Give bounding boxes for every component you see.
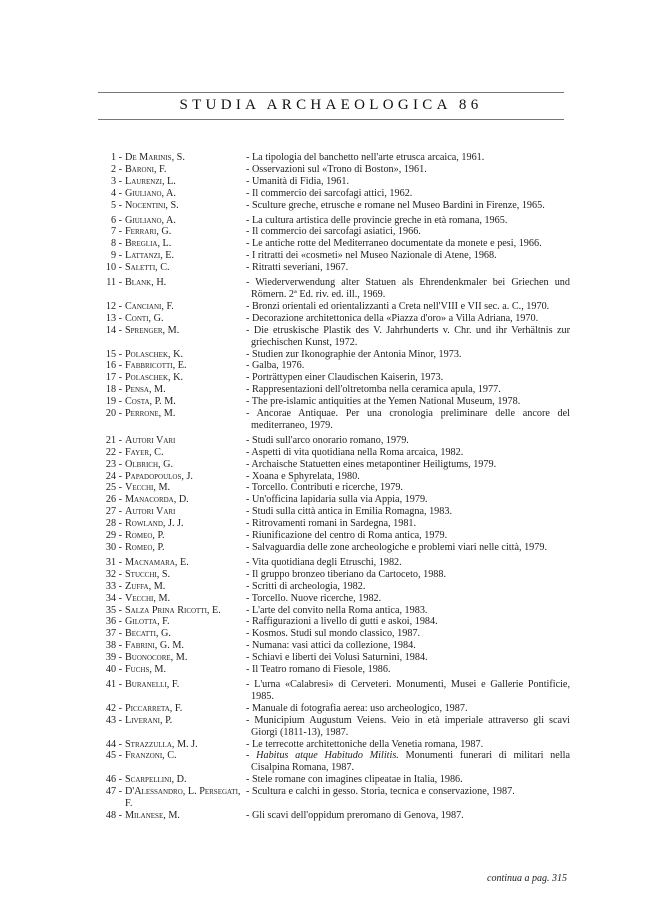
- entry-number: 25 -: [105, 482, 122, 494]
- entry-author: Milanese, M.: [125, 809, 180, 821]
- list-item: [98, 542, 570, 554]
- list-item: [98, 679, 570, 703]
- entry-author: Romeo, P.: [125, 542, 165, 553]
- list-item: [98, 301, 570, 313]
- entry-title-text: Le antiche rotte del Mediterraneo documentate da monete e pesi, 1966.: [251, 238, 542, 250]
- entry-title-text: Torcello. Contributi e ricerche, 1979.: [251, 482, 403, 494]
- entry-author: Nocentini, S.: [125, 199, 179, 211]
- list-item: [98, 164, 570, 176]
- list-item: [98, 616, 570, 628]
- entry-number: 39 -: [105, 652, 122, 664]
- entry-author: Autori Vari: [125, 506, 176, 518]
- entry-title: - Stele romane con imagines clipeatae in Italia, 1986.: [246, 774, 463, 786]
- entry-author: Conti, G.: [125, 312, 164, 324]
- entry-number: 3 -: [110, 175, 122, 187]
- entry-title-text: Un'officina lapidaria sulla via Appia, 1979.: [251, 494, 428, 506]
- entry-title: - Osservazioni sul «Trono di Boston», 1961.: [246, 163, 427, 175]
- list-item: [98, 640, 570, 652]
- list-item: [98, 277, 570, 301]
- list-item: [98, 530, 570, 542]
- entry-author: De Marinis, S.: [125, 152, 185, 163]
- entry-author: Laurenzi, L.: [125, 175, 176, 187]
- entry-author: Strazzulla, M. J.: [125, 738, 198, 750]
- entry-number: 32 -: [105, 568, 122, 580]
- list-item: [98, 652, 570, 664]
- entry-title-text: Gli scavi dell'oppidum preromano di Genova, 1987.: [251, 809, 464, 821]
- entry-title-text: Ritratti severiani, 1967.: [251, 262, 349, 274]
- entry-title: - Sculture greche, etrusche e romane nel Museo Bardini in Firenze, 1965.: [246, 199, 545, 211]
- entry-author: Canciani, F.: [125, 300, 174, 312]
- entry-title-text: Ritrovamenti romani in Sardegna, 1981.: [251, 518, 417, 530]
- entry-title-text: Torcello. Nuove ricerche, 1982.: [251, 592, 382, 604]
- entry-title: - Schiavi e liberti dei Volusi Saturnini, 1984.: [246, 652, 428, 664]
- list-item: [98, 786, 570, 810]
- entry-title: - Habitus atque Habitudo Militis. Monumenti funerari di militari nella Cisalpina Romana, 1987.: [246, 750, 570, 774]
- entry-number: 44 -: [105, 738, 122, 750]
- entry-number: 37 -: [105, 628, 122, 640]
- list-item: [98, 176, 570, 188]
- entry-author: Fabbricotti, E.: [125, 360, 187, 372]
- entry-title-text: La cultura artistica delle provincie greche in età romana, 1965.: [251, 214, 508, 226]
- entry-title: - Porträttypen einer Claudischen Kaiserin, 1973.: [246, 372, 444, 384]
- entry-author: Baroni, F.: [125, 163, 167, 175]
- list-item: [98, 715, 570, 739]
- entry-author: Gilotta, F.: [125, 616, 170, 628]
- entry-author: Romeo, P.: [125, 530, 165, 542]
- entry-number: 12 -: [105, 300, 122, 312]
- entry-number: 23 -: [105, 458, 122, 470]
- entry-number: 15 -: [105, 348, 122, 360]
- list-item: [98, 152, 570, 164]
- list-item: [98, 482, 570, 494]
- entry-number: 11 -: [106, 277, 122, 289]
- entry-title: - Torcello. Nuove ricerche, 1982.: [246, 592, 382, 604]
- list-item: [98, 703, 570, 715]
- entry-title-text: Monumenti funerari di militari nella Cisalpina Romana, 1987.: [251, 750, 570, 774]
- entry-number: 40 -: [105, 664, 122, 676]
- list-item: [98, 215, 570, 227]
- entry-number: 26 -: [105, 494, 122, 506]
- entry-title: - Riunificazione del centro di Roma antica, 1979.: [246, 530, 448, 542]
- entry-title-text: Raffigurazioni a livello di gutti e askoi, 1984.: [251, 616, 438, 628]
- entry-number: 43 -: [105, 714, 122, 726]
- entry-title-text: Galba, 1976.: [251, 360, 305, 372]
- list-item: [98, 447, 570, 459]
- entry-author: Vecchi, M.: [125, 592, 171, 604]
- entry-title: - Le antiche rotte del Mediterraneo documentate da monete e pesi, 1966.: [246, 238, 542, 250]
- entry-title-text: Numana: vasi attici da collezione, 1984.: [251, 640, 416, 652]
- entry-number: 46 -: [105, 774, 122, 786]
- entry-author: Salza Prina Ricotti, E.: [125, 604, 221, 616]
- running-head: STUDIA ARCHAEOLOGICA 86: [179, 97, 483, 113]
- entry-title-text: Die etruskische Plastik des V. Jahrhunderts v. Chr. und ihr Verhältnis zur griechischen Kunst, 1972.: [251, 324, 570, 348]
- entry-number: 13 -: [105, 312, 122, 324]
- entry-number: 30 -: [105, 542, 122, 553]
- entry-title-text: Il gruppo bronzeo tiberiano da Cartoceto, 1988.: [251, 568, 447, 580]
- entry-title-text: Studien zur Ikonographie der Antonia Minor, 1973.: [251, 348, 462, 360]
- entry-author: Macnamara, E.: [125, 556, 189, 568]
- entry-title-text: Bronzi orientali ed orientalizzanti a Creta nell'VIII e VII sec. a. C., 1970.: [251, 300, 550, 312]
- entry-author: Breglia, L.: [125, 238, 172, 250]
- entry-number: 28 -: [105, 518, 122, 530]
- entry-author: Scarpellini, D.: [125, 774, 187, 786]
- entry-number: 9 -: [110, 250, 122, 262]
- list-item: [98, 226, 570, 238]
- entry-number: 38 -: [105, 640, 122, 652]
- list-item: [98, 396, 570, 408]
- entry-title-text: The pre-islamic antiquities at the Yemen National Museum, 1978.: [251, 396, 521, 408]
- entry-author: Vecchi, M.: [125, 482, 171, 494]
- list-item: [98, 739, 570, 751]
- entry-author: Pensa, M.: [125, 384, 166, 396]
- entry-title: - I ritratti dei «cosmeti» nel Museo Nazionale di Atene, 1968.: [246, 250, 497, 262]
- entry-author: Autori Vari: [125, 434, 176, 446]
- entry-author: Manacorda, D.: [125, 494, 189, 506]
- entry-title: - Wiederverwendung alter Statuen als Ehrendenkmaler bei Griechen und Römern. 2ª Ed. riv. ed. ill., 1969.: [246, 277, 570, 300]
- entry-title: - Gli scavi dell'oppidum preromano di Genova, 1987.: [246, 809, 464, 821]
- header-rule-bottom: [98, 119, 564, 120]
- entry-number: 41 -: [105, 678, 122, 690]
- entry-author: Buranelli, F.: [125, 678, 180, 690]
- list-item: [98, 262, 570, 274]
- entry-title: - La cultura artistica delle provincie greche in età romana, 1965.: [246, 214, 508, 226]
- list-item: [98, 372, 570, 384]
- entry-title-text: Scultura e calchi in gesso. Storia, tecnica e conservazione, 1987.: [251, 786, 515, 798]
- entry-title: - Municipium Augustum Veiens. Veio in età imperiale attraverso gli scavi Giorgi (1811-13), 1987.: [246, 714, 570, 738]
- entry-title: - Scritti di archeologia, 1982.: [246, 580, 366, 592]
- entry-author: Polaschek, K.: [125, 372, 183, 384]
- entry-author: Costa, P. M.: [125, 396, 176, 408]
- entry-number: 33 -: [105, 580, 122, 592]
- entry-title-text: Kosmos. Studi sul mondo classico, 1987.: [251, 628, 421, 640]
- entry-title-text: Studi sull'arco onorario romano, 1979.: [251, 434, 409, 446]
- list-item: [98, 569, 570, 581]
- list-item: [98, 200, 570, 212]
- list-item: [98, 360, 570, 372]
- entry-title-text: Decorazione architettonica della «Piazza d'oro» a Villa Adriana, 1970.: [251, 312, 539, 324]
- entry-title: - The pre-islamic antiquities at the Yemen National Museum, 1978.: [246, 396, 521, 408]
- entry-number: 20 -: [105, 408, 122, 420]
- entry-author: Liverani, P.: [125, 714, 173, 726]
- entry-title: - Ritratti severiani, 1967.: [246, 262, 349, 274]
- entry-title-text: Xoana e Sphyrelata, 1980.: [251, 470, 360, 482]
- entry-title: - Xoana e Sphyrelata, 1980.: [246, 470, 360, 482]
- entry-number: 4 -: [110, 187, 122, 199]
- entry-title-text: Il commercio dei sarcofagi attici, 1962.: [251, 187, 413, 199]
- entry-author: Rowland, J. J.: [125, 518, 184, 530]
- entry-number: 27 -: [105, 506, 122, 518]
- entry-title-text: Schiavi e liberti dei Volusi Saturnini, 1984.: [251, 652, 428, 664]
- entry-author: Buonocore, M.: [125, 652, 188, 664]
- entry-author: Piccarreta, F.: [125, 702, 183, 714]
- entry-title-text: Studi sulla città antica in Emilia Romagna, 1983.: [251, 506, 452, 518]
- list-item: [98, 628, 570, 640]
- continued-note: continua a pag. 315: [487, 873, 567, 884]
- entry-title-text: Umanità di Fidia, 1961.: [251, 175, 350, 187]
- entry-title-italic: Habitus atque Habitudo Militis.: [256, 750, 399, 762]
- entry-title: - Salvaguardia delle zone archeologiche e problemi viari nelle città, 1979.: [246, 542, 547, 553]
- list-item: [98, 384, 570, 396]
- list-item: [98, 581, 570, 593]
- entry-number: 48 -: [105, 809, 122, 821]
- entry-title-text: Porträttypen einer Claudischen Kaiserin, 1973.: [251, 372, 444, 384]
- entry-title: - Umanità di Fidia, 1961.: [246, 175, 350, 187]
- entry-title: - Die etruskische Plastik des V. Jahrhunderts v. Chr. und ihr Verhältnis zur griechischen Kunst, 1972.: [246, 324, 570, 348]
- entry-title: - Vita quotidiana degli Etruschi, 1982.: [246, 556, 402, 568]
- entry-author: Saletti, C.: [125, 262, 170, 274]
- entry-author: Giuliano, A.: [125, 214, 176, 226]
- entry-title-text: Osservazioni sul «Trono di Boston», 1961.: [251, 163, 427, 175]
- entry-title: - Rappresentazioni dell'oltretomba nella ceramica apula, 1977.: [246, 384, 501, 396]
- entry-title-text: L'urna «Calabresi» di Cerveteri. Monumenti, Musei e Gallerie Pontificie, 1985.: [251, 678, 570, 702]
- entry-title-text: Le terrecotte architettoniche della Venetia romana, 1987.: [251, 738, 484, 750]
- list-item: [98, 593, 570, 605]
- list-item: [98, 313, 570, 325]
- entry-title: - Studien zur Ikonographie der Antonia Minor, 1973.: [246, 348, 462, 360]
- list-item: [98, 325, 570, 349]
- entry-author: Polaschek, K.: [125, 348, 183, 360]
- entry-title-text: Wiederverwendung alter Statuen als Ehrendenkmaler bei Griechen und Römern. 2ª Ed. riv. ed. ill., 1969.: [251, 277, 570, 300]
- list-item: [98, 471, 570, 483]
- list-item: [98, 250, 570, 262]
- entry-number: 34 -: [105, 592, 122, 604]
- entry-title: - Ritrovamenti romani in Sardegna, 1981.: [246, 518, 417, 530]
- entry-author: Zuffa, M.: [125, 580, 166, 592]
- entry-number: 45 -: [105, 750, 122, 762]
- entry-title: - Studi sull'arco onorario romano, 1979.: [246, 434, 409, 446]
- entry-title: - Aspetti di vita quotidiana nella Roma arcaica, 1982.: [246, 446, 464, 458]
- entry-title: - Decorazione architettonica della «Piazza d'oro» a Villa Adriana, 1970.: [246, 312, 539, 324]
- list-item: [98, 810, 570, 822]
- list-item: [98, 506, 570, 518]
- entry-author: Stucchi, S.: [125, 568, 171, 580]
- entry-title: - Kosmos. Studi sul mondo classico, 1987.: [246, 628, 421, 640]
- entry-author: Fuchs, M.: [125, 664, 167, 676]
- entry-title-text: Scritti di archeologia, 1982.: [251, 580, 366, 592]
- list-item: [98, 435, 570, 447]
- entry-number: 47 -: [105, 786, 122, 798]
- list-item: [98, 557, 570, 569]
- entry-number: 42 -: [105, 702, 122, 714]
- entry-number: 22 -: [105, 446, 122, 458]
- entry-title: - Manuale di fotografia aerea: uso archeologico, 1987.: [246, 702, 468, 714]
- entry-title-text: Riunificazione del centro di Roma antica, 1979.: [251, 530, 448, 542]
- entry-title: - Bronzi orientali ed orientalizzanti a Creta nell'VIII e VII sec. a. C., 1970.: [246, 300, 550, 312]
- list-item: [98, 349, 570, 361]
- entry-author: D'Alessandro, L. Persegati, F.: [125, 786, 241, 810]
- entry-title-text: Il Teatro romano di Fiesole, 1986.: [251, 664, 391, 676]
- entry-number: 36 -: [105, 616, 122, 628]
- entry-title-text: Archaische Statuetten eines metapontiner Heiligtums, 1979.: [251, 458, 497, 470]
- entry-title-text: Rappresentazioni dell'oltretomba nella ceramica apula, 1977.: [251, 384, 501, 396]
- entry-number: 31 -: [105, 556, 122, 568]
- entry-title: - Ancorae Antiquae. Per una cronologia preliminare delle ancore del mediterraneo, 1979.: [246, 408, 570, 431]
- list-item: [98, 188, 570, 200]
- entry-title: - L'arte del convito nella Roma antica, 1983.: [246, 604, 428, 616]
- entry-number: 29 -: [105, 530, 122, 542]
- list-item: [98, 459, 570, 471]
- entry-title: - Raffigurazioni a livello di gutti e askoi, 1984.: [246, 616, 438, 628]
- entry-author: Ferrari, G.: [125, 226, 172, 238]
- entry-number: 17 -: [105, 372, 122, 384]
- entry-number: 6 -: [110, 214, 122, 226]
- entry-number: 14 -: [105, 324, 122, 336]
- entry-number: 19 -: [105, 396, 122, 408]
- list-item: [98, 605, 570, 617]
- entry-author: Papadopoulos, J.: [125, 470, 193, 482]
- entry-title-text: Aspetti di vita quotidiana nella Roma arcaica, 1982.: [251, 446, 464, 458]
- entry-title-text: L'arte del convito nella Roma antica, 1983.: [251, 604, 428, 616]
- entry-title: - Galba, 1976.: [246, 360, 305, 372]
- entry-title-text: Sculture greche, etrusche e romane nel Museo Bardini in Firenze, 1965.: [251, 199, 545, 211]
- entry-number: 2 -: [110, 163, 122, 175]
- list-item: [98, 750, 570, 774]
- entry-number: 10 -: [105, 262, 122, 274]
- entry-title-text: Salvaguardia delle zone archeologiche e problemi viari nelle città, 1979.: [251, 542, 547, 553]
- entry-author: Giuliano, A.: [125, 187, 176, 199]
- entry-title: - Le terrecotte architettoniche della Venetia romana, 1987.: [246, 738, 484, 750]
- entry-title: - Studi sulla città antica in Emilia Romagna, 1983.: [246, 506, 452, 518]
- entry-author: Blank, H.: [125, 277, 167, 289]
- entry-title-text: I ritratti dei «cosmeti» nel Museo Nazionale di Atene, 1968.: [251, 250, 497, 262]
- list-item: [98, 518, 570, 530]
- entry-number: 18 -: [105, 384, 122, 396]
- entry-author: Olbrich, G.: [125, 458, 174, 470]
- entry-number: 7 -: [110, 226, 122, 238]
- entry-title-text: Municipium Augustum Veiens. Veio in età imperiale attraverso gli scavi Giorgi (1811-13), 1987.: [251, 714, 570, 738]
- entry-author: Fayer, C.: [125, 446, 164, 458]
- entry-number: 21 -: [105, 434, 122, 446]
- entry-title-text: Il commercio dei sarcofagi asiatici, 1966.: [251, 226, 421, 238]
- header-rule-top: [98, 92, 564, 93]
- entry-title-text: La tipologia del banchetto nell'arte etrusca arcaica, 1961.: [251, 152, 485, 163]
- entry-title-text: Vita quotidiana degli Etruschi, 1982.: [251, 556, 402, 568]
- entry-number: 5 -: [110, 199, 122, 211]
- entry-author: Becatti, G.: [125, 628, 171, 640]
- list-item: [98, 408, 570, 432]
- entry-title: - La tipologia del banchetto nell'arte etrusca arcaica, 1961.: [246, 152, 485, 163]
- list-item: [98, 494, 570, 506]
- entry-title: - Archaische Statuetten eines metapontiner Heiligtums, 1979.: [246, 458, 497, 470]
- entry-number: 8 -: [110, 238, 122, 250]
- list-item: [98, 238, 570, 250]
- entry-title-text: Ancorae Antiquae. Per una cronologia preliminare delle ancore del mediterraneo, 1979.: [251, 408, 570, 431]
- entry-title: - Il gruppo bronzeo tiberiano da Cartoceto, 1988.: [246, 568, 447, 580]
- list-item: [98, 774, 570, 786]
- entry-number: 35 -: [105, 604, 122, 616]
- entry-title-text: Manuale di fotografia aerea: uso archeologico, 1987.: [251, 702, 468, 714]
- entry-title: - L'urna «Calabresi» di Cerveteri. Monumenti, Musei e Gallerie Pontificie, 1985.: [246, 678, 570, 702]
- entry-author: Fabrini, G. M.: [125, 640, 184, 652]
- entry-title: - Il Teatro romano di Fiesole, 1986.: [246, 664, 391, 676]
- entry-number: 16 -: [105, 360, 122, 372]
- entry-title: - Numana: vasi attici da collezione, 1984.: [246, 640, 416, 652]
- entry-title: - Scultura e calchi in gesso. Storia, tecnica e conservazione, 1987.: [246, 786, 515, 798]
- entry-title: - Torcello. Contributi e ricerche, 1979.: [246, 482, 403, 494]
- entry-title: - Il commercio dei sarcofagi attici, 1962.: [246, 187, 413, 199]
- entry-title: - Un'officina lapidaria sulla via Appia, 1979.: [246, 494, 428, 506]
- entry-author: Franzoni, C.: [125, 750, 177, 762]
- entry-title: - Il commercio dei sarcofagi asiatici, 1966.: [246, 226, 421, 238]
- entry-title-text: Stele romane con imagines clipeatae in Italia, 1986.: [251, 774, 463, 786]
- entry-number: 24 -: [105, 470, 122, 482]
- entry-author: Sprenger, M.: [125, 324, 180, 336]
- entry-author: Perrone, M.: [125, 408, 176, 420]
- entry-author: Lattanzi, E.: [125, 250, 175, 262]
- publication-list: [98, 152, 570, 822]
- list-item: [98, 664, 570, 676]
- entry-number: 1 -: [110, 152, 122, 163]
